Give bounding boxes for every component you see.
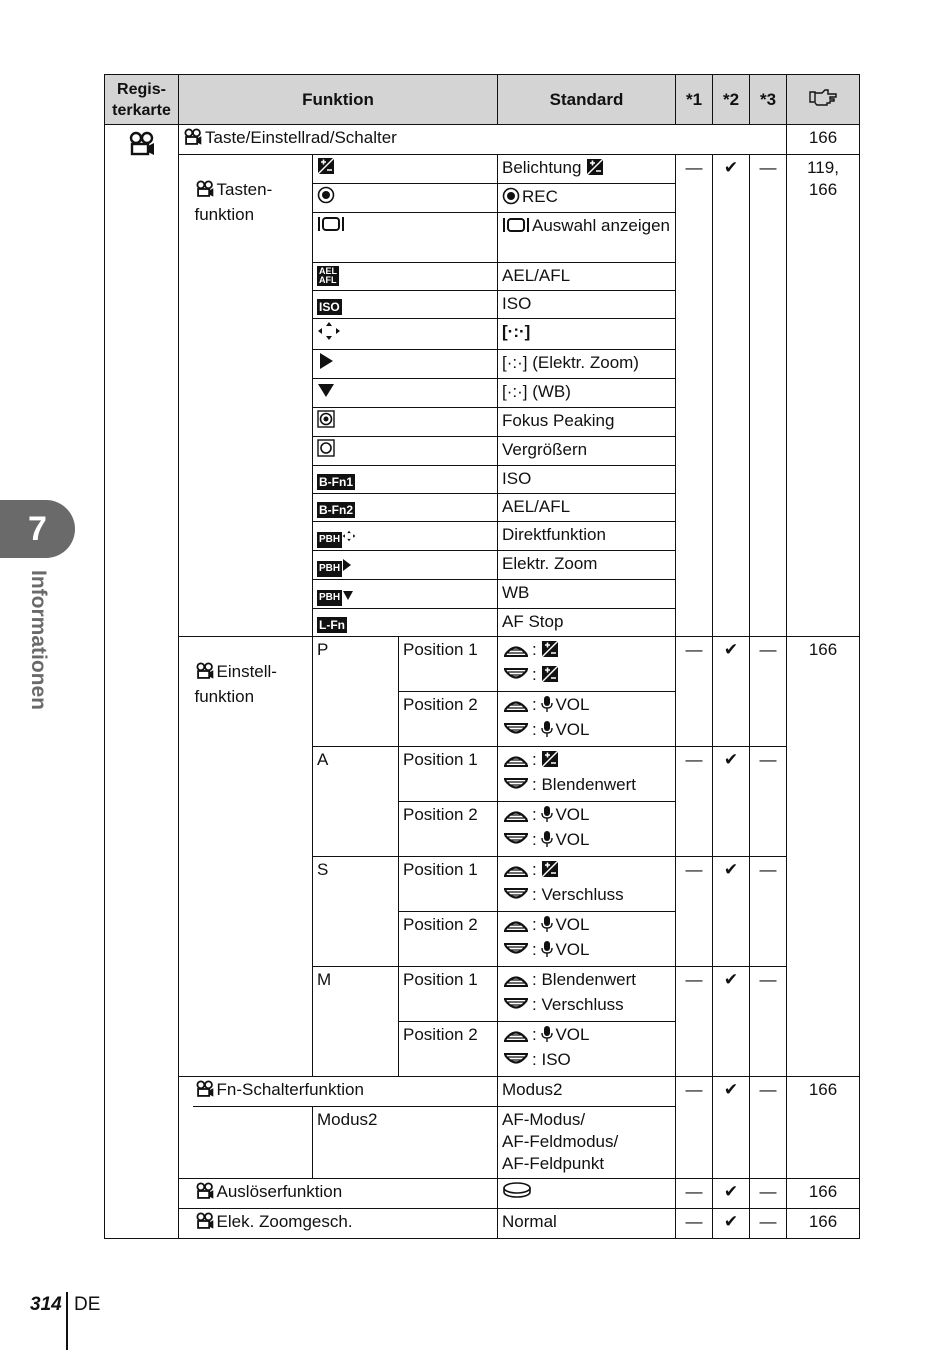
play-right-icon [313,350,498,379]
ael-afl-icon: AEL AFL [313,263,498,291]
col1: — [676,1179,713,1209]
std-af-stop: AF Stop [498,609,676,637]
header-standard: Standard [498,75,676,125]
col1: — [676,857,713,967]
col3: — [750,1179,787,1209]
pbh-down-icon: PBH [313,580,498,609]
footer-divider [66,1292,68,1350]
position-label: Position 2 [399,802,498,857]
microphone-icon [541,695,553,719]
rear-dial-icon [502,667,530,689]
std-bfn2: AEL/AFL [498,494,676,522]
front-dial-icon [502,807,530,829]
tasten-pages: 119, 166 [787,155,860,637]
col2: ✔ [713,747,750,857]
exposure-compensation-icon [541,750,559,768]
blank [193,1107,313,1179]
shutter-button-icon [498,1179,676,1209]
fn-label: Fn-Schalterfunktion [193,1077,498,1107]
fn-page: 166 [787,1077,860,1179]
col1: — [676,637,713,747]
front-dial-icon [502,697,530,719]
rear-dial-icon [502,997,530,1019]
col1: — [676,747,713,857]
mode-a: A [313,747,399,857]
rear-dial-icon [502,832,530,854]
chapter-title: Informationen [27,570,50,710]
section-title: Taste/Einstellrad/Schalter [179,125,787,155]
language-code: DE [74,1294,101,1315]
tasten-col1: — [676,155,713,637]
reference-hand-icon [787,75,860,125]
dial-setting: : VOL : VOL [498,802,676,857]
std-frame: [·:·] [498,319,676,350]
microphone-icon [541,830,553,854]
zoom-row [105,1209,860,1239]
std-belichtung: Belichtung [498,155,676,184]
pbh-arrowpad-icon: PBH [313,522,498,551]
front-dial-icon [502,972,530,994]
std-auswahl: Auswahl anzeigen [498,213,676,263]
movie-camera-icon [128,131,156,163]
header-col3: *3 [750,75,787,125]
rear-dial-icon [502,942,530,964]
col2: ✔ [713,967,750,1077]
movie-camera-icon [195,1182,215,1206]
position-label: Position 2 [399,692,498,747]
std-fokus-peaking: Fokus Peaking [498,408,676,437]
position-label: Position 1 [399,967,498,1022]
microphone-icon [541,1025,553,1049]
col3: — [750,637,787,747]
microphone-icon [541,720,553,744]
dial-setting: : Blendenwert : Verschluss [498,967,676,1022]
chapter-number: 7 [28,509,47,548]
dial-setting: : VOL : VOL [498,912,676,967]
b-fn2-icon: B-Fn2 [313,494,498,522]
col3: — [750,747,787,857]
exposure-compensation-icon [313,155,498,184]
std-rec: REC [498,184,676,213]
frame-select-icon [313,213,498,263]
indent-cell [179,155,193,637]
std-bfn1: ISO [498,466,676,494]
rear-dial-icon [502,777,530,799]
col2: ✔ [713,857,750,967]
frame-select-icon [502,216,530,234]
tasten-col3: — [750,155,787,637]
tasten-label: Tasten- funktion [193,155,313,637]
magnify-icon [313,437,498,466]
rear-dial-icon [502,722,530,744]
movie-camera-icon [195,662,215,686]
col1: — [676,967,713,1077]
header-registerkarte: Regis- terkarte [105,75,179,125]
rear-dial-icon [502,1052,530,1074]
section-page: 166 [787,125,860,155]
mode-s: S [313,857,399,967]
exposure-compensation-icon [541,860,559,878]
zoom-std: Normal [498,1209,676,1239]
position-label: Position 1 [399,637,498,692]
tasten-row [105,155,860,184]
tasten-col2: ✔ [713,155,750,637]
exposure-compensation-icon [541,665,559,683]
mode-p: P [313,637,399,747]
einstell-label: Einstell- funktion [193,637,313,1077]
std-vergroessern: Vergrößern [498,437,676,466]
header-col2: *2 [713,75,750,125]
microphone-icon [541,940,553,964]
position-label: Position 2 [399,912,498,967]
dial-setting: : VOL : ISO [498,1022,676,1077]
movie-camera-icon [195,1212,215,1236]
fn-sub-std: AF-Modus/ AF-Feldmodus/ AF-Feldpunkt [498,1107,676,1179]
col2: ✔ [713,1179,750,1209]
std-wb: [·:·] (WB) [498,379,676,408]
movie-camera-icon [183,128,203,152]
indent-cell [179,1179,193,1209]
zoom-page: 166 [787,1209,860,1239]
position-label: Position 1 [399,747,498,802]
dial-setting: : : Verschluss [498,857,676,912]
header-col1: *1 [676,75,713,125]
rec-button-icon [313,184,498,213]
dial-setting: : VOL : VOL [498,692,676,747]
fn-row [105,1077,860,1107]
col2: ✔ [713,637,750,747]
l-fn-icon: L-Fn [313,609,498,637]
movie-camera-icon [195,180,215,204]
std-direktfunktion: Direktfunktion [498,522,676,551]
page-number: 314 [30,1294,62,1315]
std-elektr-zoom: [·:·] (Elektr. Zoom) [498,350,676,379]
dial-setting: : : Blendenwert [498,747,676,802]
indent-cell [179,1077,193,1179]
col1: — [676,1209,713,1239]
ausloeser-label: Auslöserfunktion [193,1179,498,1209]
indent-cell [179,637,193,1077]
settings-table [104,74,860,1239]
zoom-label: Elek. Zoomgesch. [193,1209,498,1239]
indent-cell [179,1209,193,1239]
ausloeser-page: 166 [787,1179,860,1209]
movie-camera-icon [195,1080,215,1104]
header-funktion: Funktion [179,75,498,125]
col2: ✔ [713,1077,750,1179]
pbh-right-icon: PBH [313,551,498,580]
position-label: Position 2 [399,1022,498,1077]
col1: — [676,1077,713,1179]
rec-button-icon [502,187,520,205]
std-elektr-zoom-2: Elektr. Zoom [498,551,676,580]
col3: — [750,967,787,1077]
col3: — [750,1209,787,1239]
fn-sub-label: Modus2 [313,1107,498,1179]
std-ael: AEL/AFL [498,263,676,291]
front-dial-icon [502,1027,530,1049]
einstell-row [105,637,860,692]
focus-peaking-icon [313,408,498,437]
arrow-pad-icon [313,319,498,350]
iso-icon: ISO [313,291,498,319]
einstell-page: 166 [787,637,860,1077]
ausloeser-row [105,1179,860,1209]
b-fn1-icon: B-Fn1 [313,466,498,494]
std-wb-2: WB [498,580,676,609]
front-dial-icon [502,917,530,939]
front-dial-icon [502,752,530,774]
rear-dial-icon [502,887,530,909]
microphone-icon [541,805,553,829]
col3: — [750,1077,787,1179]
header-row [105,75,860,125]
section-row [105,125,860,155]
std-iso: ISO [498,291,676,319]
exposure-compensation-icon [541,640,559,658]
front-dial-icon [502,642,530,664]
dial-setting: : : [498,637,676,692]
chapter-tab [0,500,75,558]
col3: — [750,857,787,967]
microphone-icon [541,915,553,939]
position-label: Position 1 [399,857,498,912]
mode-m: M [313,967,399,1077]
down-triangle-icon [313,379,498,408]
tab-cell [105,125,179,1239]
exposure-compensation-icon [586,158,604,176]
front-dial-icon [502,862,530,884]
col2: ✔ [713,1209,750,1239]
fn-std: Modus2 [498,1077,676,1107]
